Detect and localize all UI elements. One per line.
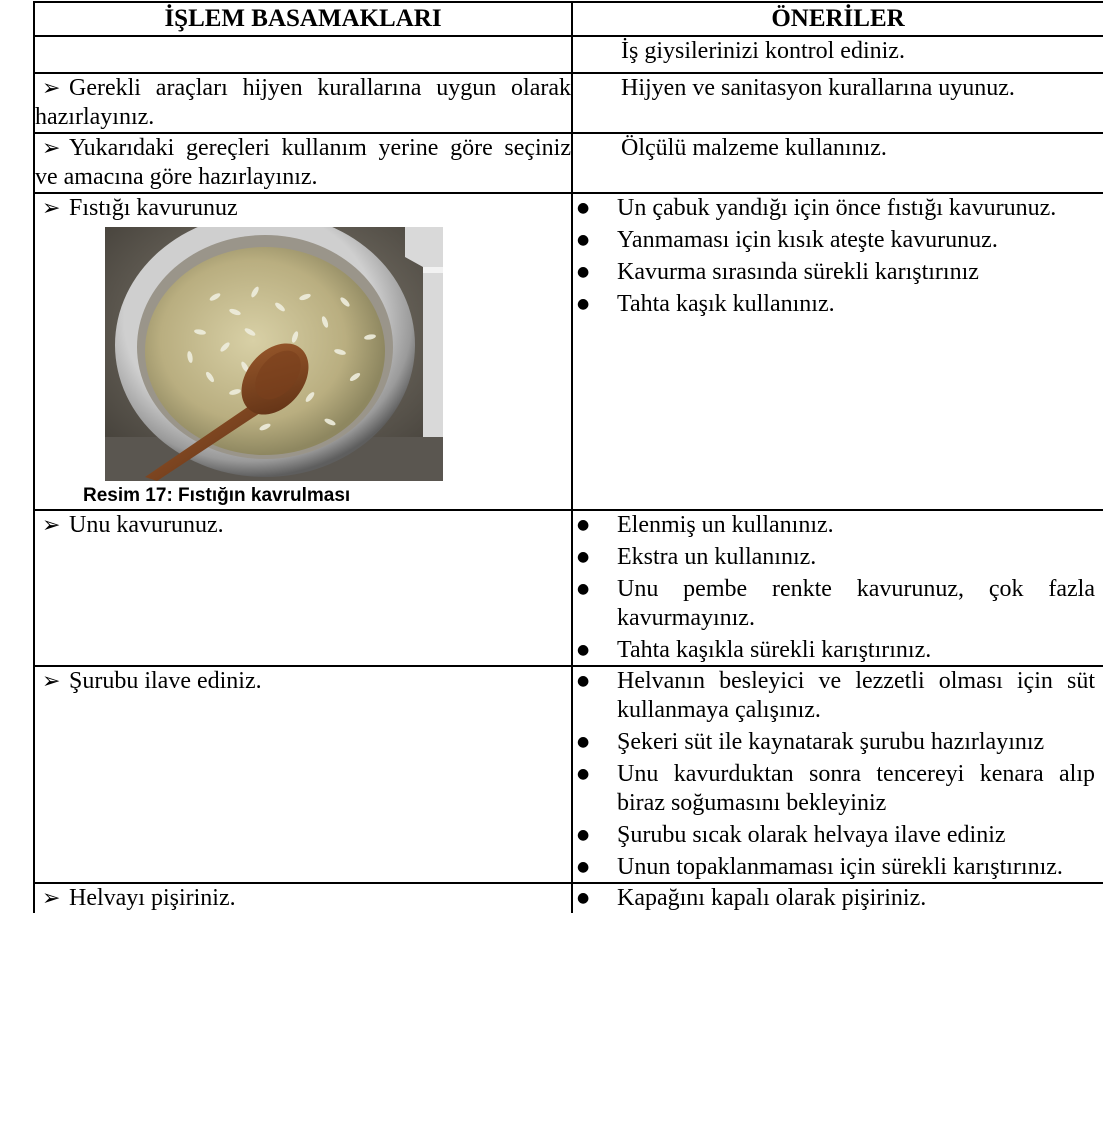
list-item — [573, 884, 1103, 913]
tip-text: Hijyen ve sanitasyon kurallarına uyunuz. — [621, 75, 1015, 101]
tip-text: Elenmiş un kullanınız. — [617, 512, 834, 538]
table-row — [34, 666, 1103, 883]
tip-text: Helvanın besleyici ve lezzetli olması için süt kullanmaya çalışınız. — [617, 668, 1095, 723]
figure — [83, 227, 443, 509]
header-steps: İŞLEM BASAMAKLARI — [34, 2, 572, 36]
list-item — [573, 575, 1103, 633]
arrow-bullet-icon: ➢ — [42, 76, 61, 101]
tip-text: Kapağını kapalı olarak pişiriniz. — [617, 885, 927, 911]
tip-text: Tahta kaşık kullanınız. — [617, 291, 835, 317]
tip-text: Kavurma sırasında sürekli karıştırınız — [617, 259, 979, 285]
tip-text: Yanmaması için kısık ateşte kavurunuz. — [617, 227, 998, 253]
tip-cell — [572, 133, 1103, 193]
tips-cell — [572, 883, 1103, 913]
bullet-icon: ● — [577, 673, 590, 689]
table-row — [34, 883, 1103, 913]
bullet-icon: ● — [577, 859, 590, 875]
tip-text: Ölçülü malzeme kullanınız. — [621, 135, 887, 161]
table-row — [34, 133, 1103, 193]
step-text: Gerekli araçları hijyen kurallarına uygun olarak hazırlayınız. — [35, 75, 571, 130]
list-item — [573, 728, 1103, 757]
list-item — [573, 511, 1103, 540]
list-item — [573, 760, 1103, 818]
header-row — [34, 2, 1103, 36]
list-item — [573, 194, 1103, 223]
bullet-icon: ● — [577, 232, 590, 248]
list-item — [573, 636, 1103, 665]
tip-text: Unu kavurduktan sonra tencereyi kenara alıp biraz soğumasını bekleyiniz — [617, 761, 1095, 816]
arrow-bullet-icon: ➢ — [42, 196, 61, 221]
tip-text: Şurubu sıcak olarak helvaya ilave ediniz — [617, 822, 1006, 848]
bullet-icon: ● — [577, 766, 590, 782]
step-cell — [34, 133, 572, 193]
table-row — [34, 193, 1103, 510]
bullet-icon: ● — [577, 581, 590, 597]
procedure-table — [33, 1, 1103, 913]
table-row — [34, 73, 1103, 133]
tip-text: Şekeri süt ile kaynatarak şurubu hazırlayınız — [617, 729, 1045, 755]
step-cell — [34, 193, 572, 510]
bullet-icon: ● — [577, 549, 590, 565]
tip-cell — [572, 73, 1103, 133]
tip-cell — [572, 36, 1103, 73]
arrow-bullet-icon: ➢ — [42, 886, 61, 911]
tips-cell — [572, 510, 1103, 666]
arrow-bullet-icon: ➢ — [42, 136, 61, 161]
list-item — [573, 543, 1103, 572]
tip-text: Unun topaklanmaması için sürekli karıştırınız. — [617, 854, 1063, 880]
step-text: Unu kavurunuz. — [69, 512, 224, 538]
tips-cell — [572, 666, 1103, 883]
bullet-icon: ● — [577, 890, 590, 906]
list-item — [573, 853, 1103, 882]
step-text: Şurubu ilave ediniz. — [69, 668, 262, 694]
tip-text: Un çabuk yandığı için önce fıstığı kavurunuz. — [617, 195, 1057, 221]
pot-with-pistachios-photo — [105, 227, 443, 481]
list-item — [573, 258, 1103, 287]
tip-text: Tahta kaşıkla sürekli karıştırınız. — [617, 637, 932, 663]
list-item — [573, 667, 1103, 725]
arrow-bullet-icon: ➢ — [42, 669, 61, 694]
bullet-icon: ● — [577, 517, 590, 533]
figure-caption: Resim 17: Fıstığın kavrulması — [83, 485, 351, 506]
step-text: Fıstığı kavurunuz — [69, 195, 238, 221]
list-item — [573, 226, 1103, 255]
step-text: Helvayı pişiriniz. — [69, 885, 236, 911]
header-tips: ÖNERİLER — [572, 2, 1103, 36]
table-row — [34, 510, 1103, 666]
step-cell — [34, 883, 572, 913]
step-cell — [34, 666, 572, 883]
step-text: Yukarıdaki gereçleri kullanım yerine göre seçiniz ve amacına göre hazırlayınız. — [35, 135, 571, 190]
bullet-icon: ● — [577, 642, 590, 658]
step-cell — [34, 73, 572, 133]
tip-text: Unu pembe renkte kavurunuz, çok fazla kavurmayınız. — [617, 576, 1095, 631]
step-cell — [34, 510, 572, 666]
list-item — [573, 821, 1103, 850]
tip-text: Ekstra un kullanınız. — [617, 544, 817, 570]
tips-cell — [572, 193, 1103, 510]
step-cell-empty — [34, 36, 572, 73]
bullet-icon: ● — [577, 734, 590, 750]
tip-text: İş giysilerinizi kontrol ediniz. — [621, 38, 905, 64]
bullet-icon: ● — [577, 296, 590, 312]
list-item — [573, 290, 1103, 319]
bullet-icon: ● — [577, 200, 590, 216]
bullet-icon: ● — [577, 827, 590, 843]
table-row — [34, 36, 1103, 73]
arrow-bullet-icon: ➢ — [42, 513, 61, 538]
bullet-icon: ● — [577, 264, 590, 280]
